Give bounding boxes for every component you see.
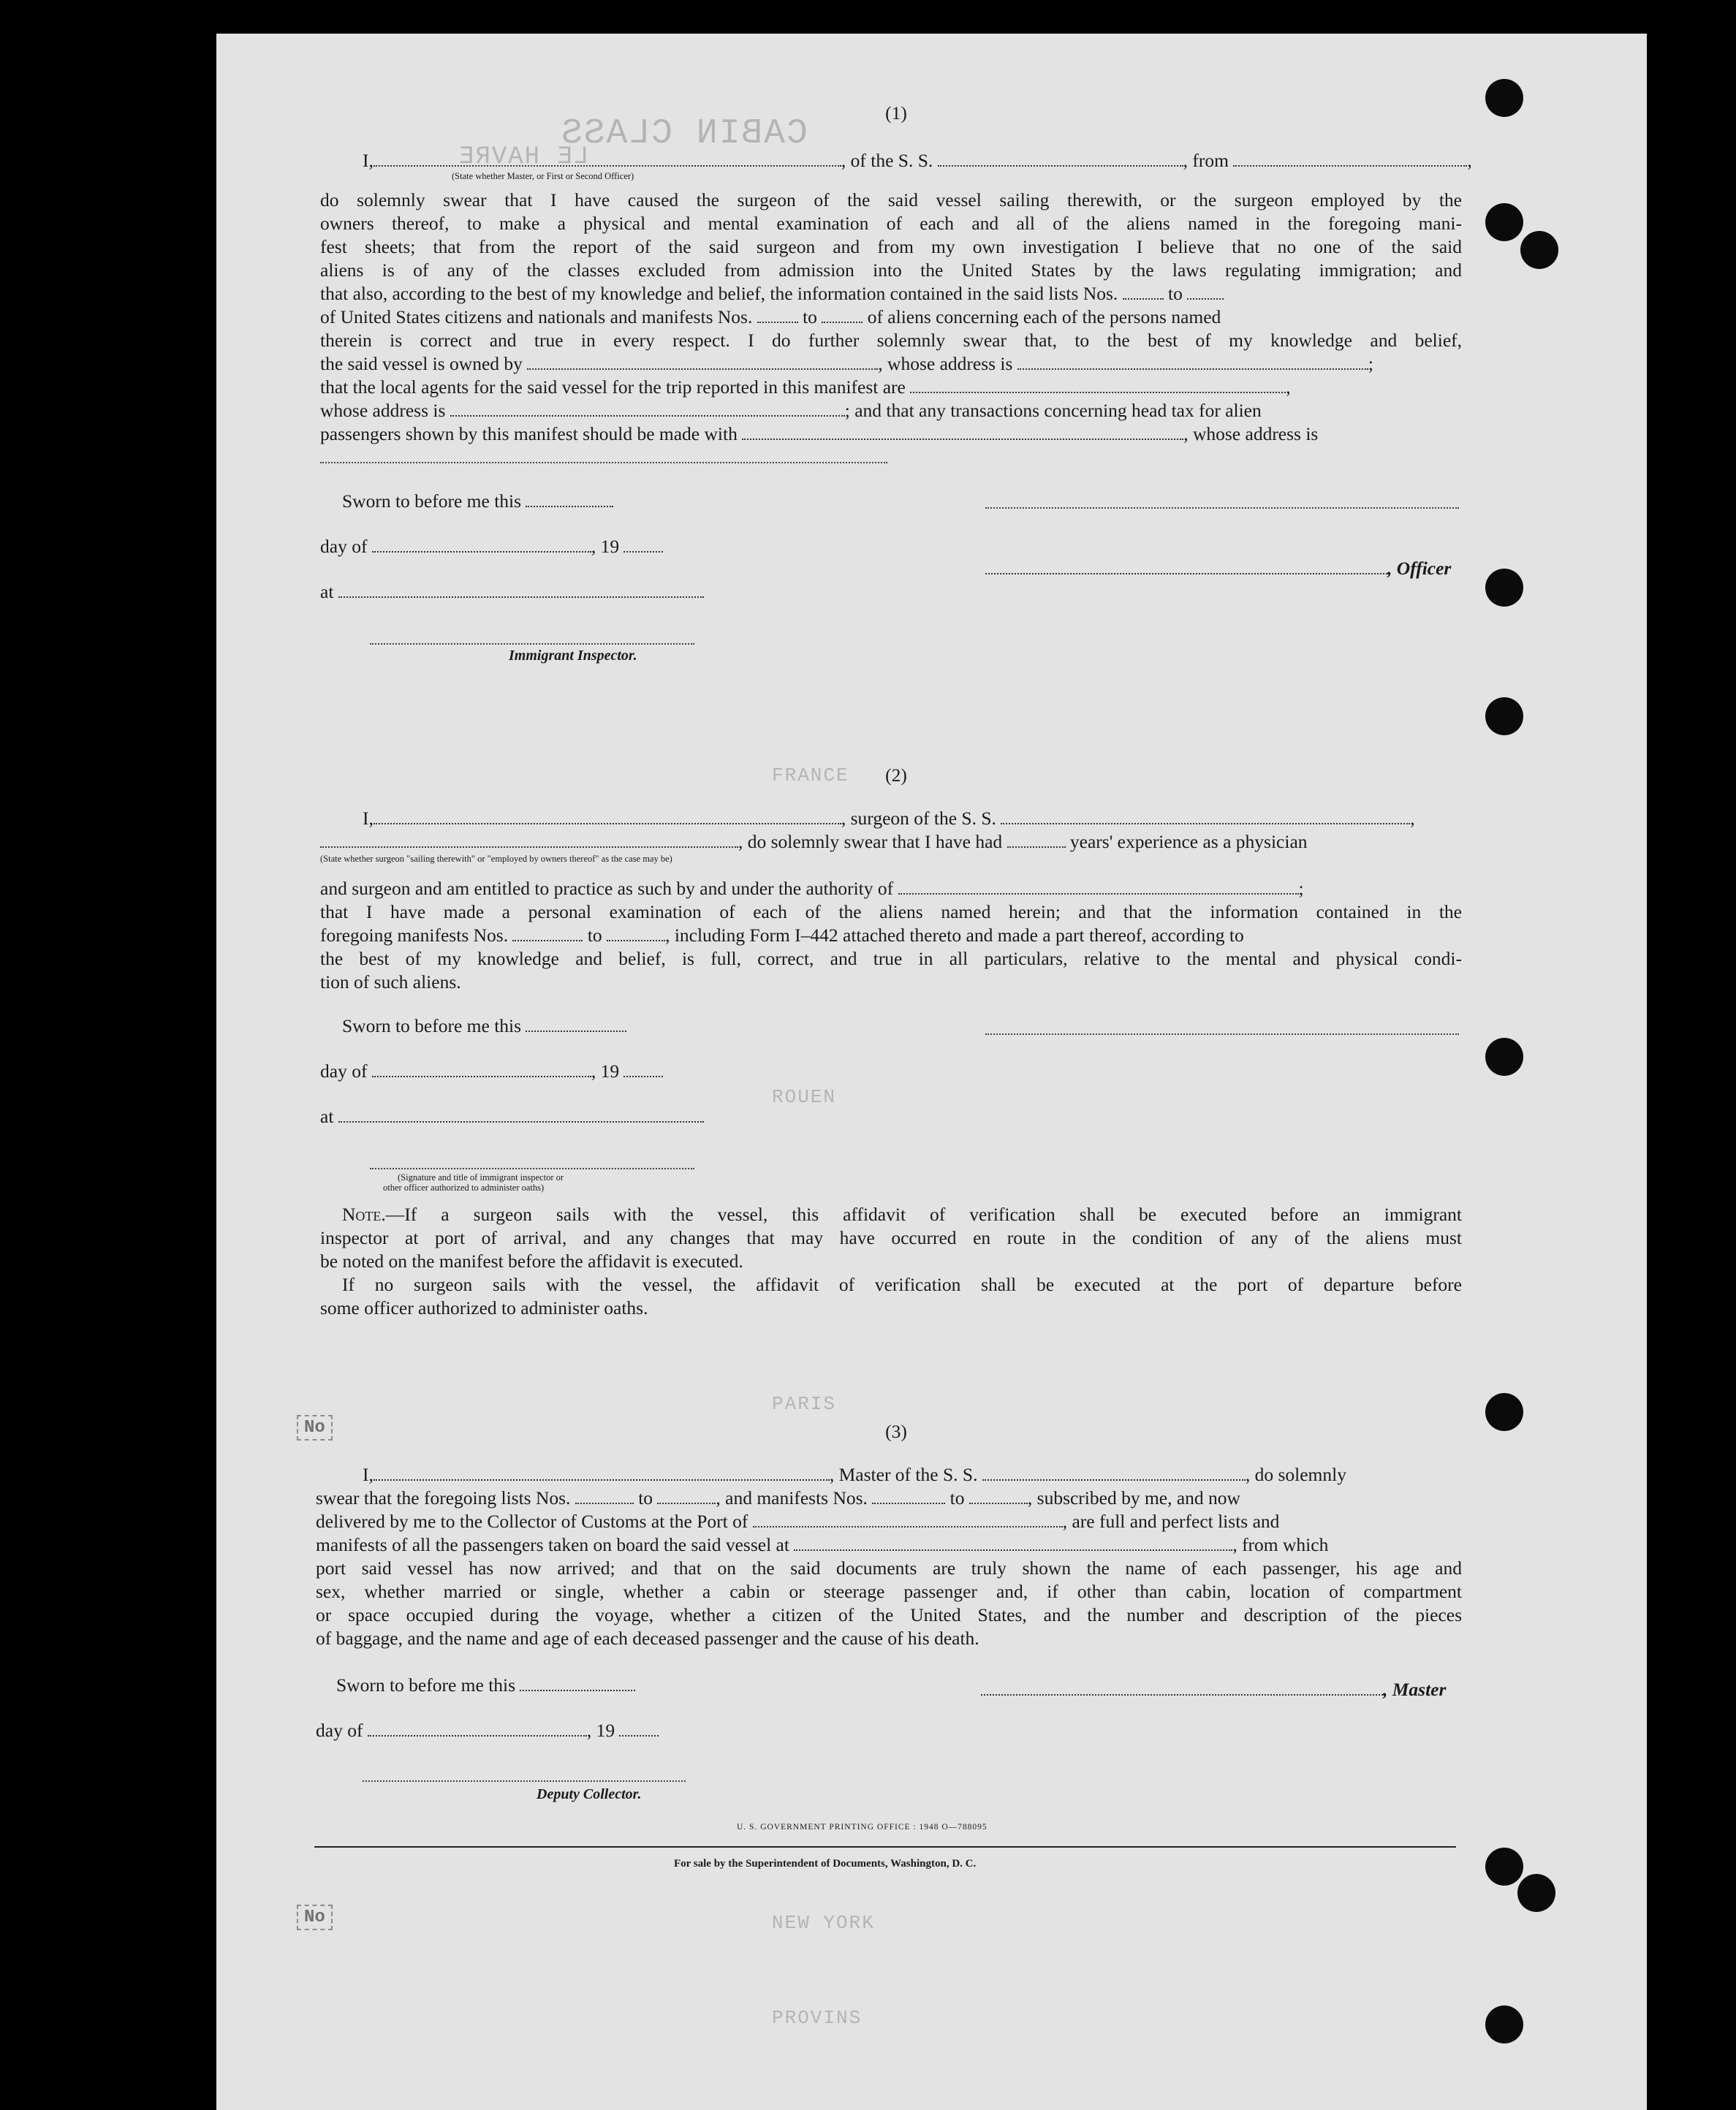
signature-note: other officer authorized to administer oaths) (383, 1183, 545, 1193)
section2-authority-line: and surgeon and am entitled to practice as such by and under the authority of ; (320, 878, 1304, 899)
section3-passengers-line: manifests of all the passengers taken on board the said vessel at , from which (316, 1534, 1329, 1555)
sworn-label: Sworn to before me this (342, 1014, 626, 1038)
inspector-signature-line (370, 1168, 694, 1169)
signature-note: (Signature and title of immigrant inspector or (398, 1172, 564, 1183)
of-ss-label: , of the S. S. (841, 150, 933, 171)
punch-hole (1520, 231, 1558, 269)
section2-first-line: I, , surgeon of the S. S. , (363, 808, 1415, 829)
section-heading: (3) (885, 1421, 907, 1442)
section1-line: therein is correct and true in every respect. I do further solemnly swear that, to the best of my knowledge and belief, (320, 330, 1462, 351)
bleed-through-text: NEW YORK (772, 1912, 875, 1934)
section-heading: (1) (885, 102, 907, 124)
footer-rule (314, 1846, 1456, 1848)
sworn-label: Sworn to before me this (336, 1674, 635, 1697)
section1-agents-line: that the local agents for the said vessel for the trip reported in this manifest are , (320, 376, 1291, 398)
section3-collector-line: delivered by me to the Collector of Customs at the Port of , are full and perfect lists and (316, 1511, 1280, 1532)
punch-hole (1485, 697, 1523, 735)
section3-lists-line: swear that the foregoing lists Nos. to , and manifests Nos. to , subscribed by me, and now (316, 1487, 1240, 1509)
bleed-through-text: CABIN CLASS (560, 114, 808, 153)
section3-line: or space occupied during the voyage, whether a citizen of the United States, and the number and description of the pieces (316, 1604, 1462, 1625)
day-of-line: day of , 19 (320, 1060, 663, 1083)
from-label: , from (1183, 150, 1229, 171)
signature-line (985, 1033, 1459, 1035)
section2-line: the best of my knowledge and belief, is full, correct, and true in all particulars, relative to the mental and physical condi- (320, 948, 1462, 969)
punch-hole (1485, 2005, 1523, 2043)
punch-hole (1485, 79, 1523, 117)
punch-hole (1485, 1038, 1523, 1076)
master-note: (State whether Master, or First or Second Officer) (452, 171, 634, 181)
bleed-through-text: ROUEN (772, 1086, 837, 1108)
sworn-label: Sworn to before me this (342, 490, 613, 513)
inspector-signature-line (370, 643, 694, 645)
section1-passengers-line: passengers shown by this manifest should be made with , whose address is (320, 423, 1319, 444)
punch-hole (1517, 1874, 1555, 1912)
address-blank (320, 462, 887, 463)
master-line: , Master (981, 1678, 1446, 1701)
signature-line (985, 507, 1459, 509)
note-line: If no surgeon sails with the vessel, the affidavit of verification shall be executed at the port of departure before (342, 1274, 1462, 1295)
section1-first-line: I, , of the S. S. , from , (363, 150, 1472, 171)
deputy-signature-line (363, 1780, 686, 1782)
section1-owned-line: the said vessel is owned by , whose address is ; (320, 353, 1373, 374)
bleed-through-text: PARIS (772, 1393, 837, 1415)
section2-line: that I have made a personal examination of each of the aliens named herein; and that the information contained in the (320, 901, 1462, 922)
section3-line: of baggage, and the name and age of each deceased passenger and the cause of his death. (316, 1628, 979, 1649)
section2-manifests-line: foregoing manifests Nos. to , including Form I–442 attached thereto and made a part thereof, according to (320, 925, 1244, 946)
punch-hole (1485, 1848, 1523, 1886)
punch-hole (1485, 1393, 1523, 1431)
punch-hole (1485, 203, 1523, 241)
section2-line: tion of such aliens. (320, 971, 461, 993)
section1-line: aliens is of any of the classes excluded from admission into the United States by the laws regulating immigration; and (320, 259, 1462, 281)
bleed-through-text: FRANCE (772, 764, 849, 786)
sale-line: For sale by the Superintendent of Documents, Washington, D. C. (674, 1858, 977, 1870)
form-page (216, 34, 1647, 2110)
day-of-line: day of , 19 (320, 535, 663, 558)
rubber-stamp: No (297, 1415, 333, 1441)
section1-line: owners thereof, to make a physical and mental examination of each and all of the aliens named in the foregoing mani- (320, 213, 1462, 234)
note-line: Note.—If a surgeon sails with the vessel, this affidavit of verification shall be executed before an immigrant (342, 1204, 1462, 1225)
bleed-through-text: LE HAVRE (458, 143, 589, 171)
rubber-stamp: No (297, 1905, 333, 1930)
section1-manifests-line: of United States citizens and nationals and manifests Nos. to of aliens concerning each of the persons named (320, 306, 1221, 327)
at-line: at (320, 580, 704, 604)
note-line: inspector at port of arrival, and any changes that may have occurred en route in the condition of any of the aliens must (320, 1227, 1462, 1248)
day-of-line: day of , 19 (316, 1719, 659, 1742)
section3-first-line: I, , Master of the S. S. , do solemnly (363, 1464, 1346, 1485)
punch-hole (1485, 569, 1523, 607)
section3-line: sex, whether married or single, whether a cabin or steerage passenger and, if other than cabin, location of compartment (316, 1581, 1462, 1602)
note-line: be noted on the manifest before the affidavit is executed. (320, 1251, 743, 1272)
section3-line: port said vessel has now arrived; and that on the said documents are truly shown the name of each passenger, his age and (316, 1557, 1462, 1579)
section1-address-line: whose address is ; and that any transactions concerning head tax for alien (320, 400, 1262, 421)
deputy-label: Deputy Collector. (537, 1786, 642, 1802)
note-line: some officer authorized to administer oaths. (320, 1297, 648, 1318)
i-label: I, (363, 150, 374, 171)
inspector-label: Immigrant Inspector. (509, 648, 637, 664)
surgeon-note: (State whether surgeon "sailing therewith" or "employed by owners thereof" as the case may be) (320, 854, 672, 864)
printing-office-line: U. S. GOVERNMENT PRINTING OFFICE : 1948 O—788095 (737, 1823, 988, 1832)
section2-second-line: , do solemnly swear that I have had years' experience as a physician (320, 830, 1308, 854)
section1-line: fest sheets; that from the report of the said surgeon and from my own investigation I believe that no one of the said (320, 236, 1462, 257)
bleed-through-text: PROVINS (772, 2007, 863, 2029)
section1-lists-line: that also, according to the best of my knowledge and belief, the information contained in the said lists Nos. to (320, 282, 1224, 306)
officer-line: , Officer (985, 557, 1451, 580)
section-heading: (2) (885, 764, 907, 786)
section1-line: do solemnly swear that I have caused the surgeon of the said vessel sailing therewith, or the surgeon employed by the (320, 189, 1462, 210)
at-line: at (320, 1105, 704, 1128)
